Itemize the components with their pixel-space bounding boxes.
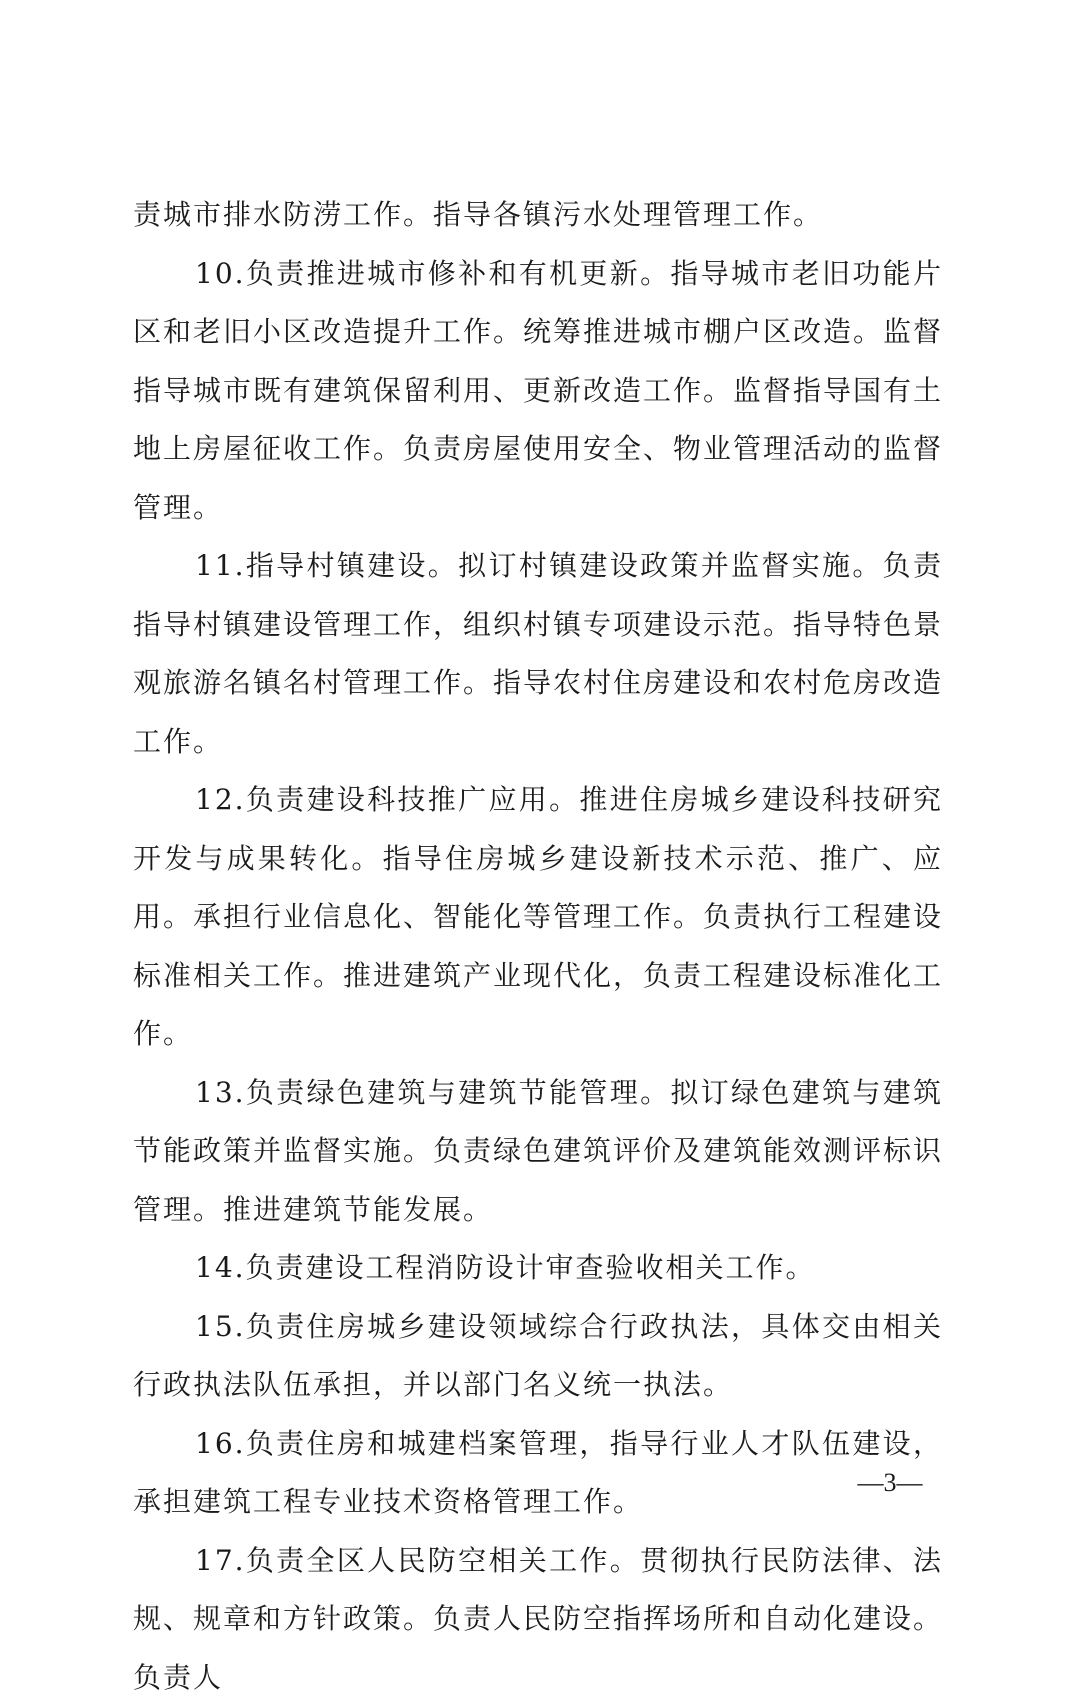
page-number: —3— xyxy=(840,1468,940,1498)
paragraph-item-17: 17.负责全区人民防空相关工作。贯彻执行民防法律、法规、规章和方针政策。负责人民防空指挥场所和自动化建设。负责人 xyxy=(133,1532,943,1707)
paragraph-item-10: 10.负责推进城市修补和有机更新。指导城市老旧功能片区和老旧小区改造提升工作。统筹推进城市棚户区改造。监督指导城市既有建筑保留利用、更新改造工作。监督指导国有土地上房屋征收工作。负责房屋使用安全、物业管理活动的监督管理。 xyxy=(133,245,943,538)
paragraph-item-11: 11.指导村镇建设。拟订村镇建设政策并监督实施。负责指导村镇建设管理工作，组织村镇专项建设示范。指导特色景观旅游名镇名村管理工作。指导农村住房建设和农村危房改造工作。 xyxy=(133,537,943,771)
paragraph-item-14: 14.负责建设工程消防设计审查验收相关工作。 xyxy=(133,1239,943,1298)
paragraph-continuation: 责城市排水防涝工作。指导各镇污水处理管理工作。 xyxy=(133,186,943,245)
paragraph-item-12: 12.负责建设科技推广应用。推进住房城乡建设科技研究开发与成果转化。指导住房城乡建设新技术示范、推广、应用。承担行业信息化、智能化等管理工作。负责执行工程建设标准相关工作。推进建筑产业现代化，负责工程建设标准化工作。 xyxy=(133,771,943,1064)
paragraph-item-16: 16.负责住房和城建档案管理，指导行业人才队伍建设，承担建筑工程专业技术资格管理工作。 xyxy=(133,1415,943,1532)
paragraph-item-15: 15.负责住房城乡建设领域综合行政执法，具体交由相关行政执法队伍承担，并以部门名义统一执法。 xyxy=(133,1298,943,1415)
body-text xyxy=(133,186,943,1707)
paragraph-item-13: 13.负责绿色建筑与建筑节能管理。拟订绿色建筑与建筑节能政策并监督实施。负责绿色建筑评价及建筑能效测评标识管理。推进建筑节能发展。 xyxy=(133,1064,943,1240)
